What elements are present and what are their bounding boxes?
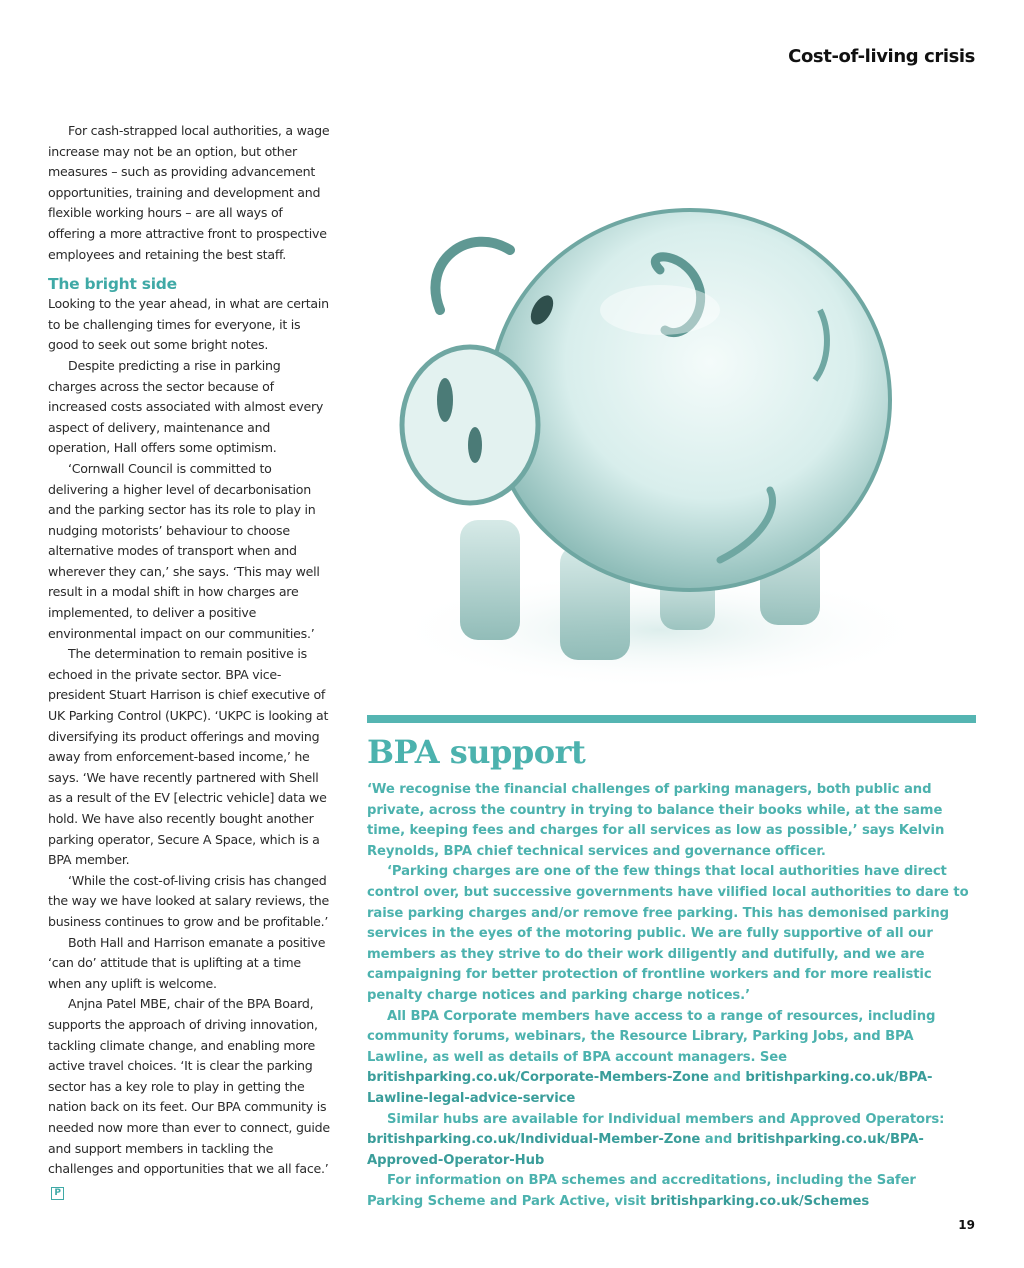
body-paragraph: The determination to remain positive is echoed in the private sector. BPA vice-president Stuart Harrison is chief executive of UK Parking Control (UKPC). ‘UKPC is looking at diversifying its product offerings and moving away from enforcement-based income,’ he says. ‘We have recently partnered with Shell as a result of the EV [electric vehicle] data we hold. We have also recently bought another parking operator, Secure A Space, which is a BPA member. — [48, 646, 329, 868]
bpa-support-title: BPA support — [367, 733, 586, 771]
support-p4-and: and — [704, 1132, 733, 1148]
article-left-column — [48, 121, 330, 1200]
subheading-bright-side: The bright side — [48, 275, 177, 294]
body-paragraph: ‘Cornwall Council is committed to delivering a higher level of decarbonisation and the parking sector has its role to play in nudging motorists’ behaviour to choose alternative modes of transport when and wherever they can,’ she says. ‘This may well result in a modal shift in how charges are implemented, to deliver a positive environmental impact on our communities.’ — [48, 460, 320, 641]
support-paragraph-2: ‘Parking charges are one of the few things that local authorities have direct control over, but successive governments have vilified local authorities to dare to raise parking charges and/or remove free parking. This has demonised parking services in the eyes of the motoring public. We are fully supportive of all our members as they strive to do their work diligently and dutifully, and we are campaigning for better protection of frontline workers and for more realistic penalty charge notices and parking charge notices.’ — [367, 864, 969, 1003]
intro-paragraph: For cash-strapped local authorities, a wage increase may not be an option, but other measures – such as providing advancement opportunities, training and development and flexible working hours – are all ways of offering a more attractive front to prospective employees and retaining the best staff. — [48, 123, 330, 262]
body-paragraph-final — [48, 994, 330, 1200]
bpa-support-box — [367, 730, 975, 1212]
approved-operator-hub-link[interactable]: britishparking.co.uk/BPA-Approved-Operator-Hub — [367, 1132, 924, 1168]
final-paragraph-text: Anjna Patel MBE, chair of the BPA Board, supports the approach of driving innovation, tackling climate change, and enabling more active travel choices. ‘It is clear the parking sector has a key role to play in getting the nation back on its feet. Our BPA community is needed now more than ever to connect, guide and support members in tackling the challenges and opportunities that we all face.’ — [48, 996, 330, 1177]
page-number: 19 — [958, 1218, 975, 1232]
body-paragraph: ‘While the cost-of-living crisis has changed the way we have looked at salary reviews, the business continues to grow and be profitable.’ — [48, 872, 330, 929]
body-paragraph: Both Hall and Harrison emanate a positive ‘can do’ attitude that is uplifting at a time when any uplift is welcome. — [48, 934, 326, 991]
corporate-members-zone-link[interactable]: britishparking.co.uk/Corporate-Members-Zone — [367, 1070, 709, 1086]
piggy-bank-illustration — [360, 190, 960, 700]
support-paragraph-3 — [367, 1007, 975, 1110]
individual-member-zone-link[interactable]: britishparking.co.uk/Individual-Member-Zone — [367, 1132, 701, 1148]
support-p3-text: All BPA Corporate members have access to a range of resources, including community forums, webinars, the Resource Library, Parking Jobs, and BPA Lawline, as well as details of BPA account managers. See — [367, 1008, 936, 1065]
support-paragraph-1: ‘We recognise the financial challenges of parking managers, both public and private, across the country in trying to balance their books while, at the same time, keeping fees and charges for all services as low as possible,’ says Kelvin Reynolds, BPA chief technical services and governance officer. — [367, 782, 945, 859]
bpa-support-rule — [367, 715, 976, 723]
support-p3-and: and — [713, 1070, 741, 1086]
support-paragraph-5 — [367, 1171, 975, 1212]
support-paragraph-4 — [367, 1110, 975, 1172]
lawline-advice-link[interactable]: britishparking.co.uk/BPA-Lawline-legal-advice-service — [367, 1070, 933, 1106]
support-p5-text: For information on BPA schemes and accreditations, including the Safer Parking Scheme and Park Active, visit — [367, 1173, 916, 1209]
section-title: Cost-of-living crisis — [788, 46, 975, 67]
glass-piggy-bank-image — [360, 190, 960, 700]
body-paragraph: Looking to the year ahead, in what are certain to be challenging times for everyone, it is good to seek out some bright notes. — [48, 296, 329, 353]
end-of-article-icon: P — [51, 1187, 64, 1200]
body-paragraph: Despite predicting a rise in parking charges across the sector because of increased costs associated with almost every aspect of delivery, maintenance and operation, Hall offers some optimism. — [48, 357, 324, 456]
support-p4-text: Similar hubs are available for Individual members and Approved Operators: — [387, 1111, 945, 1127]
schemes-link[interactable]: britishparking.co.uk/Schemes — [650, 1193, 870, 1209]
